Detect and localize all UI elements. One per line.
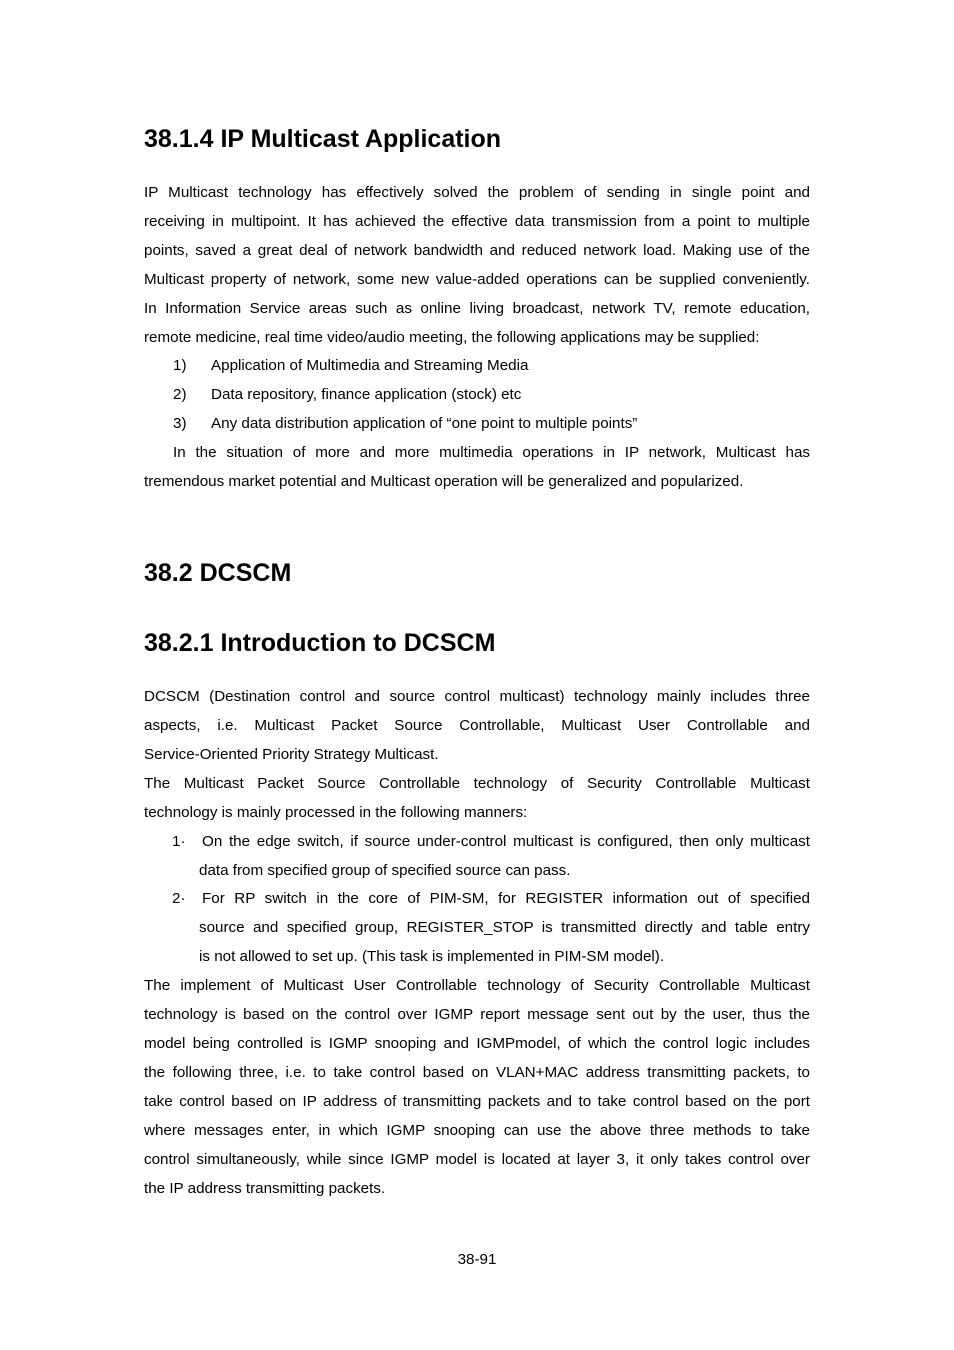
paragraph-user-controllable [144,971,810,1203]
list-number: 3) [173,415,187,432]
text-line: technology is mainly processed in the following manners: [144,804,528,821]
text-line: In the situation of more and more multimedia operations in IP network, Multicast has [173,444,810,461]
text-line: DCSCM (Destination control and source control multicast) technology mainly includes three [144,688,810,705]
text-line: aspects, i.e. Multicast Packet Source Controllable, Multicast User Controllable and [144,717,810,734]
list-number: 1) [173,357,187,374]
text-line: tremendous market potential and Multicast operation will be generalized and popularized. [144,473,744,490]
section-heading-38-2-1: 38.2.1 Introduction to DCSCM [144,629,496,657]
text-line: In Information Service areas such as online living broadcast, network TV, remote education, [144,300,810,317]
text-line: data from specified group of specified source can pass. [199,862,571,879]
text-line: the following three, i.e. to take control based on VLAN+MAC address transmitting packets, to [144,1064,810,1081]
text-line: model being controlled is IGMP snooping and IGMPmodel, of which the control logic includes [144,1035,810,1052]
list-text: Any data distribution application of “one point to multiple points” [211,415,638,432]
text-line: is not allowed to set up. (This task is implemented in PIM-SM model). [199,948,665,965]
paragraph-source-controllable [144,769,810,827]
paragraph-ip-multicast-intro [144,178,810,352]
list-text: Data repository, finance application (stock) etc [211,386,522,403]
text-line: Multicast property of network, some new value-added operations can be supplied conveniently. [144,271,810,288]
list-number: 2· [172,890,186,907]
text-line: take control based on IP address of transmitting packets and to take control based on the port [144,1093,810,1110]
section-heading-38-1-4: 38.1.4 IP Multicast Application [144,125,502,153]
text-line: technology is based on the control over IGMP report message sent out by the user, thus the [144,1006,810,1023]
text-line: On the edge switch, if source under-control multicast is configured, then only multicast [202,833,810,850]
text-line: For RP switch in the core of PIM-SM, for REGISTER information out of specified [202,890,810,907]
section-heading-38-2: 38.2 DCSCM [144,559,292,587]
paragraph-multicast-potential [144,438,810,496]
paragraph-dcscm-intro [144,682,810,769]
text-line: The implement of Multicast User Controllable technology of Security Controllable Multicast [144,977,810,994]
list-item [172,884,810,971]
text-line: the IP address transmitting packets. [144,1180,386,1197]
text-line: source and specified group, REGISTER_STOP is transmitted directly and table entry [199,919,810,936]
text-line: IP Multicast technology has effectively solved the problem of sending in single point and [144,184,810,201]
list-item [172,827,810,885]
text-line: receiving in multipoint. It has achieved the effective data transmission from a point to multiple [144,213,810,230]
text-line: where messages enter, in which IGMP snooping can use the above three methods to take [144,1122,810,1139]
list-text: Application of Multimedia and Streaming Media [211,357,529,374]
text-line: points, saved a great deal of network bandwidth and reduced network load. Making use of the [144,242,810,259]
list-number: 1· [172,833,186,850]
text-line: Service-Oriented Priority Strategy Multicast. [144,746,439,763]
list-number: 2) [173,386,187,403]
text-line: control simultaneously, while since IGMP model is located at layer 3, it only takes control over [144,1151,810,1168]
text-line: The Multicast Packet Source Controllable technology of Security Controllable Multicast [144,775,810,792]
text-line: remote medicine, real time video/audio meeting, the following applications may be supplied: [144,329,760,346]
page-number: 38-91 [457,1251,497,1268]
